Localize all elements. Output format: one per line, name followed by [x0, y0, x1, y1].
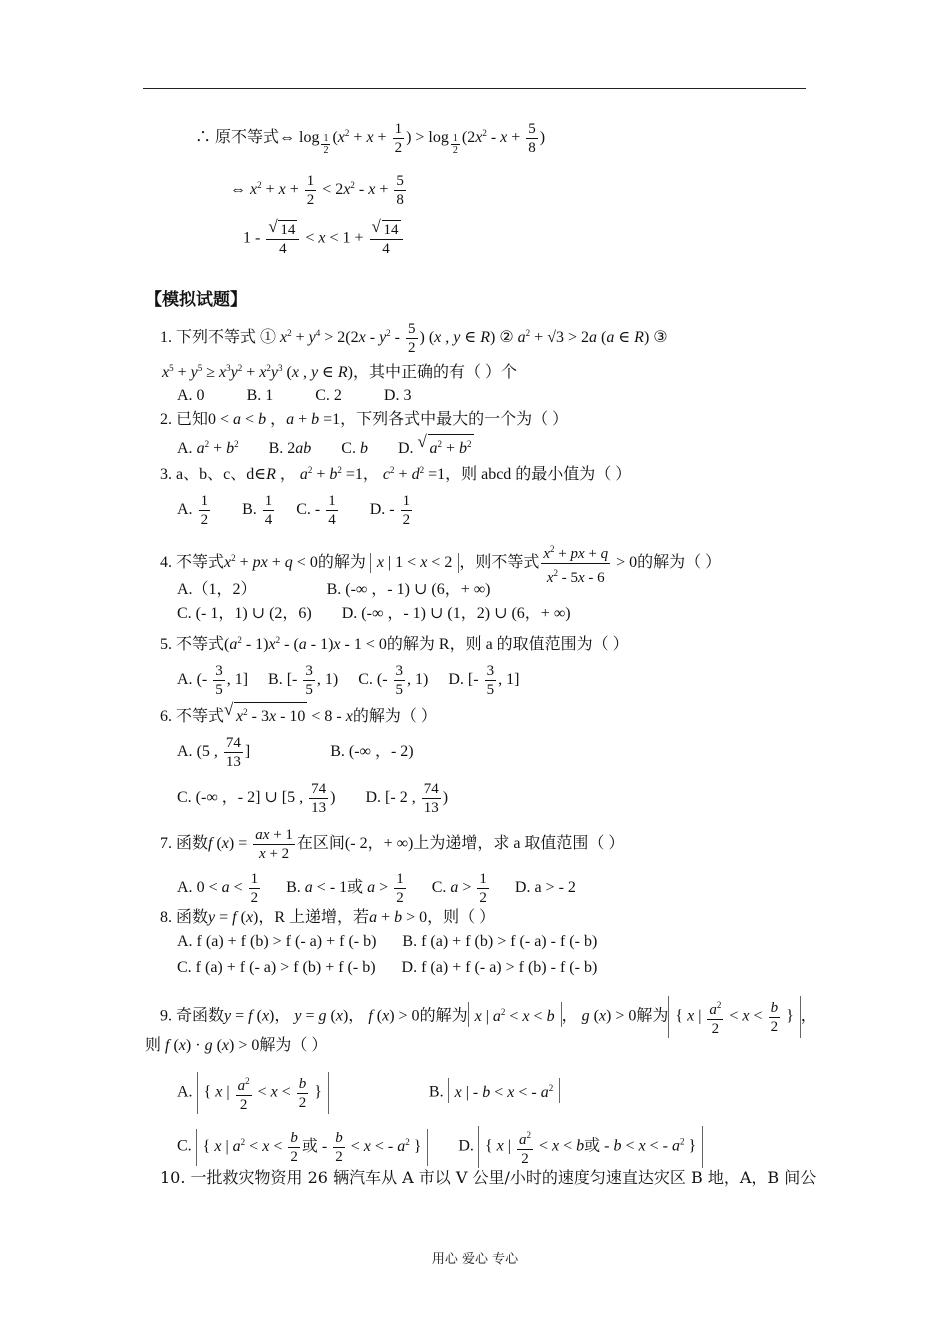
- q4-prefix: 4. 不等式: [160, 554, 225, 572]
- q2-prefix: 2. 已知: [160, 411, 209, 428]
- question-6: 6. 不等式 √ $x^2 - 3x - 10 < 8 - x$的解为（ ）: [160, 700, 437, 725]
- q7-interval: 在区间(- 2，+ ∞): [296, 835, 414, 853]
- question-10: 10. 一批救灾物资用 26 辆汽车从 A 市以 V 公里/小时的速度匀速直达灾区 B 地，A，B 间公: [160, 1168, 817, 1187]
- q6-option-c: C.: [177, 789, 192, 807]
- q1-option-b: B. 1: [246, 387, 274, 404]
- question-7: 7. 函数f (x) = $\frac{ax + 1}{x + 2}$ 在区间(- 2，+ ∞)上为递增，求 a 取值范围（ ）: [160, 827, 625, 862]
- q7-prefix: 7. 函数: [160, 835, 209, 853]
- question-4-options-ab: [177, 580, 490, 600]
- q3-option-c: C. -: [296, 501, 321, 519]
- q7-option-c: C.: [431, 879, 447, 897]
- q8-option-a: A. f (a) + f (b) > f (- a) + f (- b): [177, 933, 377, 950]
- q4-mid2: ，则不等式: [459, 554, 540, 572]
- solution-lead: ∴ 原不等式⇔: [195, 129, 296, 147]
- q2-mid: ，下列各式中最大的一个为（ ）: [340, 411, 569, 428]
- q8-option-d: D. f (a) + f (- a) > f (b) - f (- b): [401, 959, 598, 976]
- section-title: 【模拟试题】: [145, 290, 247, 310]
- q5-option-d: D.: [448, 671, 464, 689]
- q9-or-c: 或: [301, 1137, 318, 1155]
- q9-or-d: 或: [584, 1137, 601, 1155]
- q9-line2-suffix: 解为（ ）: [259, 1037, 328, 1054]
- q3-suffix: ，则 abcd 的最小值为（ ）: [445, 466, 632, 483]
- q5-option-b: B.: [268, 671, 283, 689]
- q9-mid1: 的解为: [419, 1007, 468, 1025]
- q5-option-a: A.: [177, 671, 193, 689]
- q6-option-b: B. (-∞ ，- 2): [330, 743, 414, 761]
- question-7-options: A. 0 < a < $\frac{1}{2}$ B. a < - 1或 a > $\frac{1}{2}$ C. a > $\frac{1}{2}$ D. a > - 2: [177, 871, 576, 906]
- q9-option-b: B.: [428, 1083, 444, 1101]
- q1-option-d: D. 3: [383, 387, 412, 404]
- question-4-options-cd: [177, 604, 571, 624]
- q1-c2: ②: [499, 329, 514, 347]
- q9-option-d: D.: [458, 1137, 474, 1155]
- question-1-options: [177, 386, 411, 406]
- question-1: 1. 下列不等式 ① $x^2 + y^4 > 2(2x - y^2$ - $\frac{5}{2}$ ) (x , y ∈ R) ② $a^2 + √3 > 2a$ (a ∈ R) ③: [160, 321, 668, 356]
- question-5: 5. 不等式$(a^2 - 1)x^2 - (a - 1)x - 1 < 0$的解为 R，则 a 的取值范围为（ ）: [160, 635, 629, 653]
- q9-option-a: A.: [177, 1083, 193, 1101]
- question-4: 4. 不等式$x^2$ + px + q < 0的解为 x | 1 < x < 2 ，则不等式 $\frac{x^2 + px + q}{x^2 - 5x - 6}$ > 0的解为（ ）: [160, 540, 721, 587]
- q2-option-d: D.: [397, 440, 414, 457]
- question-5-options: A. (- $\frac{3}{5}$ , 1] B. [- $\frac{3}{5}$ , 1) C. (- $\frac{3}{5}$ , 1) D. [- $\frac{3}{5}$ , 1]: [177, 663, 520, 698]
- q4-mid1: 的解为: [317, 554, 366, 572]
- q1-suffix: ，其中正确的有（ ）个: [353, 364, 518, 381]
- q3-prefix: 3. a、b、c、d∈: [160, 466, 267, 483]
- q5-prefix: 5. 不等式: [160, 636, 225, 653]
- question-9-line2: 则 f (x) · g (x) > 0解为（ ）: [145, 1037, 328, 1054]
- q2-option-a: A.: [177, 440, 193, 457]
- q5-suffix: 的解为 R，则 a 的取值范围为（ ）: [386, 636, 629, 653]
- question-8-options-cd: [177, 958, 597, 978]
- question-9-options-ab: A. { x | $\frac{a^2}{2}$ < x < $\frac{b}{2}$ } B. x | - b < x < - $a^2$: [177, 1072, 560, 1114]
- q2-option-b: B.: [268, 440, 284, 457]
- question-3-options: A. $\frac{1}{2}$ B. $\frac{1}{4}$ C. - $\frac{1}{4}$ D. - $\frac{1}{2}$: [177, 493, 411, 528]
- q2-option-c: C.: [341, 440, 356, 457]
- q9-mid2: 解为: [636, 1007, 669, 1025]
- question-9-options-cd: C. { x | $a^2 < x$ < $\frac{b}{2}$ 或 - $\frac{b}{2}$ < x < - $a^2$ } D. { x | $\frac{a^2}{2}$ < x < b或 - b < x < - $a^2$ }: [177, 1126, 703, 1168]
- q4-option-a: A.（1，2）: [177, 581, 257, 598]
- q9-option-c: C.: [177, 1137, 192, 1155]
- header-rule: [143, 88, 806, 89]
- q5-option-c: C.: [358, 671, 373, 689]
- question-6-options-cd: C. (-∞ ，- 2] ∪ [5 , $\frac{74}{13}$ ) D. [- 2 , $\frac{74}{13}$ ): [177, 781, 449, 816]
- q8-option-b: B. f (a) + f (b) > f (- a) - f (- b): [402, 933, 598, 950]
- question-2: 2. 已知0 < a < b ，a + b =1，下列各式中最大的一个为（ ）: [160, 411, 569, 428]
- q7-suffix: 上为递增，求 a 取值范围（ ）: [413, 835, 625, 853]
- question-8: 8. 函数y = f (x)，R 上递增，若a + b > 0，则（ ）: [160, 909, 496, 926]
- q4-option-b: B. (-∞ ，- 1) ∪ (6，+ ∞): [326, 581, 491, 598]
- q4-option-d: D. (-∞ ，- 1) ∪ (1，2) ∪ (6，+ ∞): [341, 605, 571, 622]
- q1-option-c: C. 2: [315, 387, 342, 404]
- q8-suffix: ，R 上递增，若: [258, 909, 370, 926]
- footer-text: 用心 爱心 专心: [431, 1252, 519, 1267]
- q3-option-b: B.: [242, 501, 257, 519]
- solution-left: 1 -: [243, 229, 261, 247]
- q1-option-a: A. 0: [177, 387, 205, 404]
- q4-option-c: C. (- 1，1) ∪ (2，6): [177, 605, 312, 622]
- question-2-options: A. $a^2 + b^2$ B. 2ab C. b D. √ $a^2 + b^2$: [177, 432, 472, 457]
- question-9: 9. 奇函数y = f (x)， y = g (x)， f (x) > 0的解为 x | $a^2 < x < b$ ， g (x) > 0解为 { x | $\frac{a^2}{2}$ < x < $\frac{b}{2}$ } ，: [160, 996, 817, 1038]
- q8-tail: ，则（ ）: [427, 909, 496, 926]
- q1-prefix: 1. 下列不等式 ①: [160, 329, 277, 347]
- q6-option-a: A.: [177, 743, 193, 761]
- question-3: 3. a、b、c、d∈R ， $a^2 + b^2 =1$， $c^2 + d^2 =1$，则 abcd 的最小值为（ ）: [160, 465, 632, 483]
- question-6-options-ab: A. (5 , $\frac{74}{13}$ ] B. (-∞ ，- 2): [177, 735, 414, 770]
- q3-option-a: A.: [177, 501, 193, 519]
- question-8-options-ab: [177, 932, 597, 952]
- q3-option-d: D. -: [369, 501, 395, 519]
- q8-option-c: C. f (a) + f (- a) > f (b) + f (- b): [177, 959, 376, 976]
- solution-line-1: ∴ 原不等式⇔ log $_{\frac{1}{2}}$ ($x^2 + x$ + $\frac{1}{2}$ ) > log $_{\frac{1}{2}}$ ($2x^2$ - x + $\frac{5}{8}$ ): [195, 121, 546, 156]
- q6-prefix: 6. 不等式: [160, 708, 225, 725]
- q9-line2-prefix: 则: [145, 1037, 162, 1054]
- q9-prefix: 9. 奇函数: [160, 1007, 225, 1025]
- q8-prefix: 8. 函数: [160, 909, 209, 926]
- solution-line-2: ⇔ $x^2 + x$ + $\frac{1}{2}$ < $2x^2$ - x + $\frac{5}{8}$: [230, 173, 404, 208]
- solution-line-3: 1 - √ 14 4 < x < 1 + √ 14 4: [243, 220, 405, 258]
- q6-suffix: 的解为（ ）: [352, 708, 437, 725]
- q7-option-d: D. a > - 2: [514, 879, 576, 897]
- q4-suffix: 的解为（ ）: [637, 554, 722, 572]
- q7-option-a: A.: [177, 879, 193, 897]
- q1-c3: ③: [653, 329, 668, 347]
- equivalence-symbol: ⇔: [230, 181, 246, 199]
- q7-option-b: B.: [286, 879, 301, 897]
- question-1-cont: $x^5 + y^5 \ge x^3y^2 + x^2y^3$ (x , y ∈ R)，其中正确的有（ ）个: [162, 363, 518, 381]
- q6-option-d: D.: [365, 789, 382, 807]
